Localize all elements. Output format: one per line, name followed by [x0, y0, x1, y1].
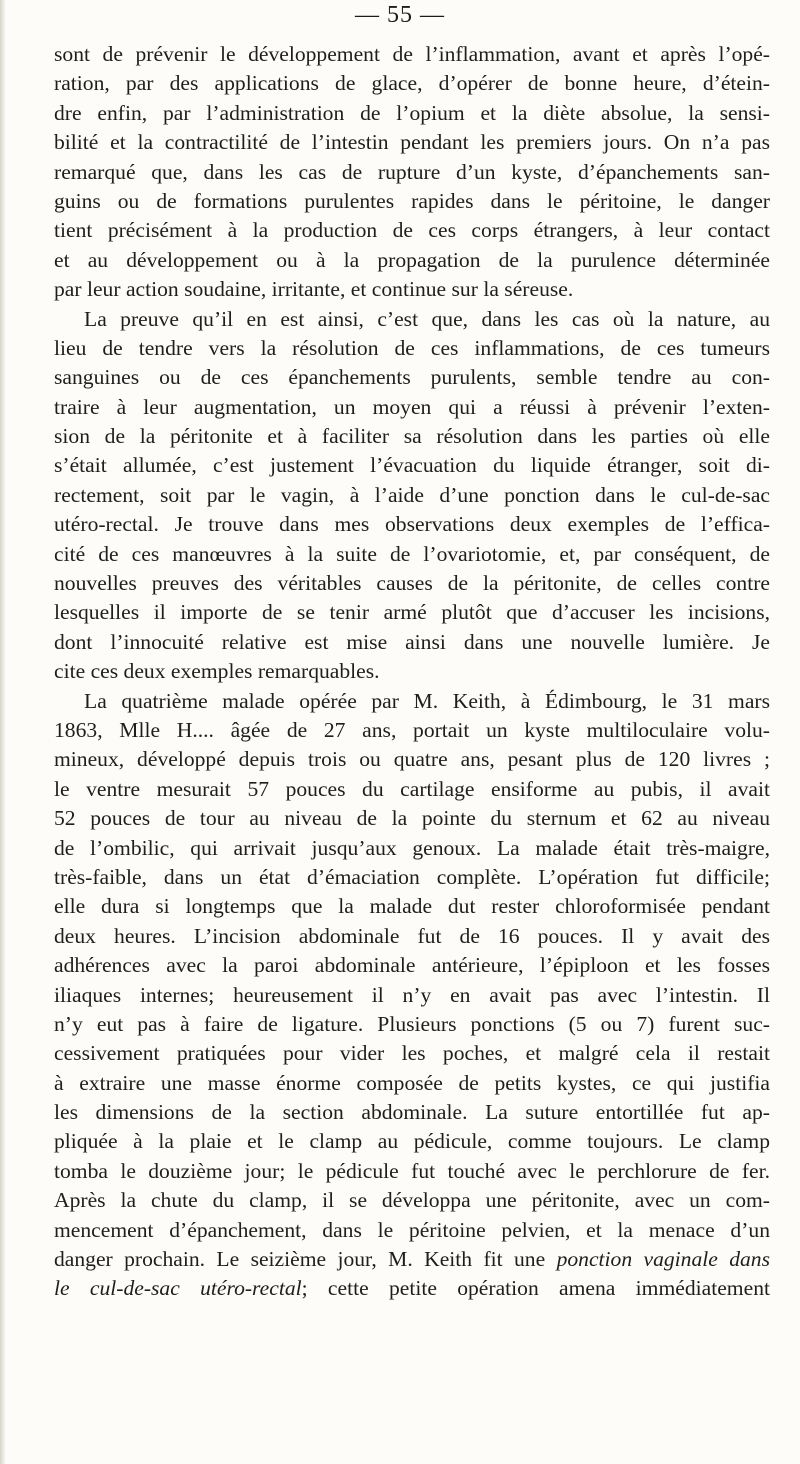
text-line: deux heures. L’incision abdominale fut de 16 pouces. Il y avait des [54, 923, 770, 948]
text-line: Après la chute du clamp, il se développa une péritonite, avec un com- [54, 1188, 770, 1213]
text-line-mixed [54, 1245, 770, 1274]
text-line: 52 pouces de tour au niveau de la pointe du sternum et 62 au niveau [54, 806, 770, 831]
text-line: traire à leur augmentation, un moyen qui a réussi à prévenir l’exten- [54, 394, 770, 419]
text-line: mineux, développé depuis trois ou quatre ans, pesant plus de 120 livres ; [54, 747, 770, 772]
text-line: utéro-rectal. Je trouve dans mes observations deux exemples de l’effica- [54, 512, 770, 537]
text-line: s’était allumée, c’est justement l’évacuation du liquide étranger, soit di- [54, 453, 770, 478]
text-line: ration, par des applications de glace, d’opérer de bonne heure, d’étein- [54, 71, 770, 96]
text-line: dont l’innocuité relative est mise ainsi dans une nouvelle lumière. Je [54, 629, 770, 654]
text-line: 1863, Mlle H.... âgée de 27 ans, portait un kyste multiloculaire volu- [54, 717, 770, 742]
text-line: de l’ombilic, qui arrivait jusqu’aux genoux. La malade était très-maigre, [54, 835, 770, 860]
text-line: iliaques internes; heureusement il n’y en avait pas avec l’intestin. Il [54, 982, 770, 1007]
text-line: et au développement ou à la propagation de la purulence déterminée [54, 247, 770, 272]
text-line: pliquée à la plaie et le clamp au pédicule, comme toujours. Le clamp [54, 1129, 770, 1154]
italic-phrase: ponction vaginale dans [556, 1247, 771, 1272]
italic-phrase: le cul-de-sac utéro-rectal [54, 1276, 302, 1301]
text-line: n’y eut pas à faire de ligature. Plusieurs ponctions (5 ou 7) furent suc- [54, 1011, 770, 1036]
text-line: dre enfin, par l’administration de l’opium et la diète absolue, la sensi- [54, 100, 770, 125]
text-line: le ventre mesurait 57 pouces du cartilage ensiforme au pubis, il avait [54, 776, 770, 801]
text-line: très-faible, dans un état d’émaciation complète. L’opération fut difficile; [54, 864, 770, 889]
text-line: sion de la péritonite et à faciliter sa résolution dans les parties où elle [54, 424, 770, 449]
text-line: les dimensions de la section abdominale. La suture entortillée fut ap- [54, 1100, 770, 1125]
text-line: guins ou de formations purulentes rapides dans le péritoine, le danger [54, 188, 770, 213]
body-text [54, 40, 770, 1304]
text-line: tient précisément à la production de ces corps étrangers, à leur contact [54, 218, 770, 243]
text-line: elle dura si longtemps que la malade dut rester chloroformisée pendant [54, 894, 770, 919]
text-line: lieu de tendre vers la résolution de ces inflammations, de ces tumeurs [54, 335, 770, 360]
text-line: rectement, soit par le vagin, à l’aide d’une ponction dans le cul-de-sac [54, 482, 770, 507]
text-line: à extraire une masse énorme composée de petits kystes, ce qui justifia [54, 1070, 770, 1095]
text-line: sanguines ou de ces épanchements purulents, semble tendre au con- [54, 365, 770, 390]
text-line: sont de prévenir le développement de l’inflammation, avant et après l’opé- [54, 42, 770, 66]
text-line: tomba le douzième jour; le pédicule fut touché avec le perchlorure de fer. [54, 1158, 770, 1183]
text-line: par leur action soudaine, irritante, et continue sur la séreuse. [54, 277, 574, 302]
text-segment: ; cette petite opération amena immédiatement [301, 1276, 770, 1301]
text-line: cessivement pratiquées pour vider les poches, et malgré cela il restait [54, 1041, 770, 1066]
text-line: cité de ces manœuvres à la suite de l’ovariotomie, et, par conséquent, de [54, 541, 770, 566]
text-line: La preuve qu’il en est ainsi, c’est que, dans les cas où la nature, au [84, 306, 770, 331]
text-line: remarqué que, dans les cas de rupture d’un kyste, d’épanchements san- [54, 159, 770, 184]
page-number: — 55 — [355, 2, 445, 28]
text-line-mixed [54, 1274, 770, 1303]
text-line: lesquelles il importe de se tenir armé plutôt que d’accuser les incisions, [54, 600, 770, 625]
text-line: cite ces deux exemples remarquables. [54, 659, 380, 684]
text-line: adhérences avec la paroi abdominale antérieure, l’épiploon et les fosses [54, 953, 770, 978]
text-line: La quatrième malade opérée par M. Keith, à Édimbourg, le 31 mars [84, 688, 770, 713]
page-spine-shadow [0, 0, 6, 1464]
text-segment: danger prochain. Le seizième jour, M. Keith fit une [54, 1247, 546, 1272]
text-line: nouvelles preuves des véritables causes de la péritonite, de celles contre [54, 571, 770, 596]
text-line: mencement d’épanchement, dans le péritoine pelvien, et la menace d’un [54, 1217, 770, 1242]
text-line: bilité et la contractilité de l’intestin pendant les premiers jours. On n’a pas [54, 130, 770, 155]
